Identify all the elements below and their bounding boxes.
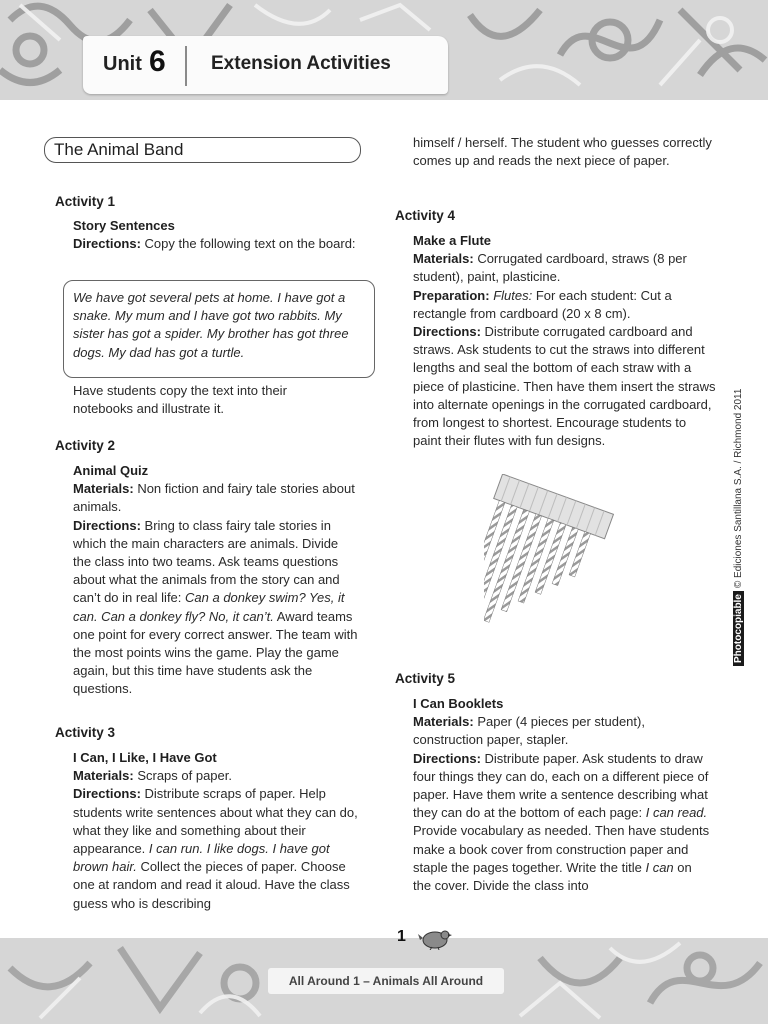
flute-illustration: [484, 474, 624, 654]
continuation-block: [413, 134, 713, 170]
directions-text: Distribute corrugated cardboard and straws. Ask students to cut the straws into different lengths and seal the bottom of each straw with a piece of plasticine. Then have them insert the straws into alternate openings in the corrugated cardboard, from longest to shortest. Encourage students to paint their flutes with fun designs.: [413, 324, 716, 449]
directions-label: Directions:: [73, 517, 141, 533]
unit-label: Unit: [103, 53, 142, 75]
footer-label: All Around 1 – Animals All Around: [268, 968, 504, 994]
activity-1-body: [73, 217, 358, 253]
materials-text: Scraps of paper.: [133, 768, 232, 784]
activity-1-directions: [73, 235, 358, 253]
directions-label: Directions:: [413, 324, 481, 340]
directions-label: Directions:: [413, 750, 481, 766]
activity-5-heading: Activity 5: [395, 671, 456, 686]
directions-label: Directions:: [73, 236, 141, 252]
page-title: Extension Activities: [211, 53, 391, 74]
activity-1-heading: Activity 1: [55, 194, 116, 209]
directions-text-3: on the cover. Divide the class into: [413, 859, 692, 894]
activity-4-preparation: [413, 287, 716, 323]
activity-5-directions: [413, 750, 713, 896]
copyright-credit: [731, 388, 747, 666]
directions-italic: I can run. I like dogs. I have got brown hair.: [73, 841, 330, 875]
copyright-text: © Ediciones Santillana S.A. / Richmond 2011: [733, 388, 744, 589]
activity-5-heading-block: [395, 670, 695, 688]
activity-2-materials: [73, 480, 358, 516]
activity-4-materials: [413, 250, 716, 286]
activity-3-heading-block: [55, 724, 355, 742]
activity-2-heading-block: [55, 437, 355, 455]
page-number: 1: [397, 928, 406, 945]
activity-2-directions: [73, 517, 358, 699]
directions-italic: Can a donkey swim? Yes, it can. Can a donkey fly? No, it can’t.: [73, 590, 345, 624]
activity-3-heading: Activity 3: [55, 725, 116, 740]
activity-5-subtitle: I Can Booklets: [413, 696, 504, 711]
materials-text: Paper (4 pieces per student), construction paper, stapler.: [413, 714, 645, 748]
unit-number: 6: [149, 45, 166, 78]
activity-4-directions: [413, 323, 716, 450]
photocopiable-tag: Photocopiable: [733, 591, 744, 666]
materials-label: Materials:: [413, 714, 474, 730]
activity-3-materials: [73, 767, 363, 785]
story-text: We have got several pets at home. I have got a snake. My mum and I have got two rabbits. My sister has got a spider. My brother has got three dogs. My dad has got a turtle.: [73, 290, 349, 360]
activity-4-heading-block: [395, 207, 695, 225]
activity-3-body: [73, 749, 363, 913]
directions-italic-2: I can: [645, 859, 674, 875]
story-text-box: [63, 280, 375, 378]
activity-2-subtitle: Animal Quiz: [73, 463, 149, 478]
materials-text: Non fiction and fairy tale stories about animals.: [73, 481, 355, 515]
activity-5-materials: [413, 713, 713, 749]
activity-1-heading-block: [55, 193, 355, 211]
continuation-text: himself / herself. The student who guesses correctly comes up and reads the next piece of paper.: [413, 135, 712, 169]
activity-2-body: [73, 462, 358, 699]
activity-3-directions: [73, 785, 363, 912]
preparation-italic: Flutes:: [489, 287, 533, 303]
activity-3-subtitle: I Can, I Like, I Have Got: [73, 750, 217, 765]
activity-1-after-text: Have students copy the text into their notebooks and illustrate it.: [73, 383, 287, 417]
activity-5-body: [413, 695, 713, 895]
materials-label: Materials:: [413, 251, 474, 267]
materials-label: Materials:: [73, 768, 134, 784]
activity-4-body: [413, 232, 716, 450]
materials-label: Materials:: [73, 481, 134, 497]
materials-text: Corrugated cardboard, straws (8 per student), paint, plasticine.: [413, 251, 687, 285]
directions-text-2: Provide vocabulary as needed. Then have students make a book cover from construction paper and staple the pages together. Write the title: [413, 823, 710, 875]
directions-text: Copy the following text on the board:: [140, 236, 356, 252]
activity-2-heading: Activity 2: [55, 438, 116, 453]
bird-icon: [418, 928, 452, 950]
unit-header: [83, 36, 448, 94]
header-divider: [185, 46, 187, 86]
directions-text-2: Award teams one point for every correct answer. The team with the most points wins the game. Play the game again, but this time have students ask the questions.: [73, 608, 358, 697]
activity-1-subtitle: Story Sentences: [73, 218, 175, 233]
section-title: The Animal Band: [44, 137, 361, 163]
directions-text: Distribute scraps of paper. Help students write sentences about what they can do, what they like and something about their appearance.: [73, 786, 358, 857]
directions-text: Distribute paper. Ask students to draw four things they can do, each on a different piece of paper. Have them write a sentence describing what they can do at the bottom of each page:: [413, 750, 709, 821]
activity-4-heading: Activity 4: [395, 208, 456, 223]
preparation-label: Preparation:: [413, 287, 490, 303]
activity-1-after: [73, 382, 338, 418]
directions-text-2: Collect the pieces of paper. Choose one at random and read it aloud. Have the class guess who is describing: [73, 859, 350, 911]
activity-4-subtitle: Make a Flute: [413, 233, 492, 248]
directions-text: Bring to class fairy tale stories in which the main characters are animals. Divide the class into two teams. Ask teams questions about what the animals from the story can and can’t do in real life:: [73, 517, 340, 606]
directions-label: Directions:: [73, 786, 141, 802]
directions-italic: I can read.: [645, 805, 708, 821]
preparation-text: For each student: Cut a rectangle from cardboard (20 x 8 cm).: [413, 287, 672, 321]
